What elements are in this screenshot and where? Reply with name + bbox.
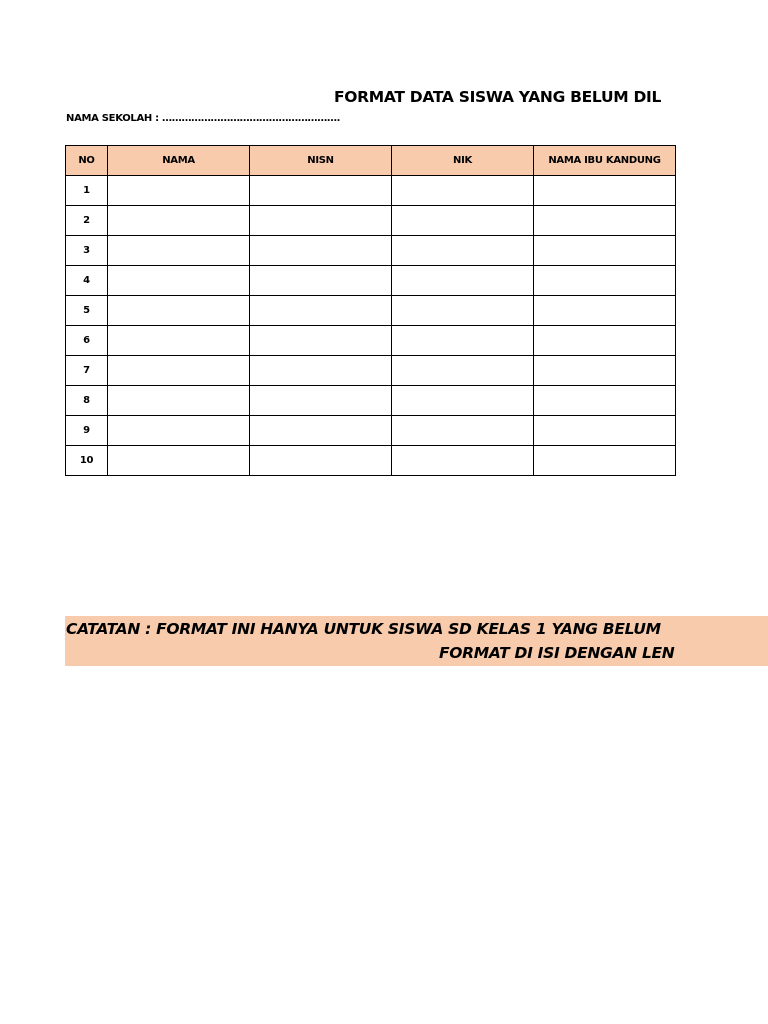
cell-no: 9 <box>66 416 108 446</box>
cell-nisn[interactable] <box>250 386 392 416</box>
cell-nama[interactable] <box>108 356 250 386</box>
table-header-row <box>66 146 676 176</box>
cell-nisn[interactable] <box>250 416 392 446</box>
cell-nama[interactable] <box>108 446 250 476</box>
cell-no: 1 <box>66 176 108 206</box>
cell-nama[interactable] <box>108 266 250 296</box>
cell-ibu[interactable] <box>534 176 676 206</box>
cell-nisn[interactable] <box>250 326 392 356</box>
cell-nisn[interactable] <box>250 236 392 266</box>
cell-no: 2 <box>66 206 108 236</box>
cell-nik[interactable] <box>392 236 534 266</box>
header-nama-ibu-kandung: NAMA IBU KANDUNG <box>534 146 676 176</box>
cell-ibu[interactable] <box>534 266 676 296</box>
note-line-1: CATATAN : FORMAT INI HANYA UNTUK SISWA SD KELAS 1 YANG BELUM <box>66 620 661 638</box>
cell-nik[interactable] <box>392 296 534 326</box>
cell-ibu[interactable] <box>534 356 676 386</box>
table-row <box>66 416 676 446</box>
title-region <box>0 86 677 110</box>
cell-no: 10 <box>66 446 108 476</box>
cell-no: 5 <box>66 296 108 326</box>
cell-nisn[interactable] <box>250 356 392 386</box>
cell-nama[interactable] <box>108 386 250 416</box>
cell-nik[interactable] <box>392 266 534 296</box>
school-name-label: NAMA SEKOLAH : ………………………………………………. <box>66 113 341 124</box>
note-region <box>0 616 677 666</box>
cell-nisn[interactable] <box>250 176 392 206</box>
table-row <box>66 206 676 236</box>
cell-nama[interactable] <box>108 416 250 446</box>
cell-ibu[interactable] <box>534 416 676 446</box>
cell-nama[interactable] <box>108 236 250 266</box>
cell-no: 7 <box>66 356 108 386</box>
cell-ibu[interactable] <box>534 296 676 326</box>
table-row <box>66 236 676 266</box>
cell-nik[interactable] <box>392 356 534 386</box>
cell-ibu[interactable] <box>534 206 676 236</box>
cell-nik[interactable] <box>392 446 534 476</box>
cell-nik[interactable] <box>392 326 534 356</box>
table-row <box>66 176 676 206</box>
cell-nisn[interactable] <box>250 266 392 296</box>
cell-no: 8 <box>66 386 108 416</box>
table-body <box>66 176 676 476</box>
cell-nisn[interactable] <box>250 206 392 236</box>
table-row <box>66 296 676 326</box>
cell-nisn[interactable] <box>250 296 392 326</box>
table-row <box>66 356 676 386</box>
cell-ibu[interactable] <box>534 326 676 356</box>
header-no: NO <box>66 146 108 176</box>
cell-nik[interactable] <box>392 176 534 206</box>
cell-ibu[interactable] <box>534 386 676 416</box>
cell-nik[interactable] <box>392 416 534 446</box>
header-nik: NIK <box>392 146 534 176</box>
cell-no: 4 <box>66 266 108 296</box>
cell-ibu[interactable] <box>534 236 676 266</box>
cell-nama[interactable] <box>108 296 250 326</box>
cell-no: 6 <box>66 326 108 356</box>
cell-nisn[interactable] <box>250 446 392 476</box>
cell-no: 3 <box>66 236 108 266</box>
note-line-2: FORMAT DI ISI DENGAN LEN <box>439 644 675 662</box>
cell-nama[interactable] <box>108 206 250 236</box>
cell-ibu[interactable] <box>534 446 676 476</box>
cell-nik[interactable] <box>392 206 534 236</box>
table-row <box>66 446 676 476</box>
cell-nama[interactable] <box>108 176 250 206</box>
cell-nik[interactable] <box>392 386 534 416</box>
table-row <box>66 266 676 296</box>
table-row <box>66 326 676 356</box>
header-nama: NAMA <box>108 146 250 176</box>
student-data-table <box>65 145 676 476</box>
header-nisn: NISN <box>250 146 392 176</box>
table-row <box>66 386 676 416</box>
cell-nama[interactable] <box>108 326 250 356</box>
document-title: FORMAT DATA SISWA YANG BELUM DIL <box>334 88 662 106</box>
